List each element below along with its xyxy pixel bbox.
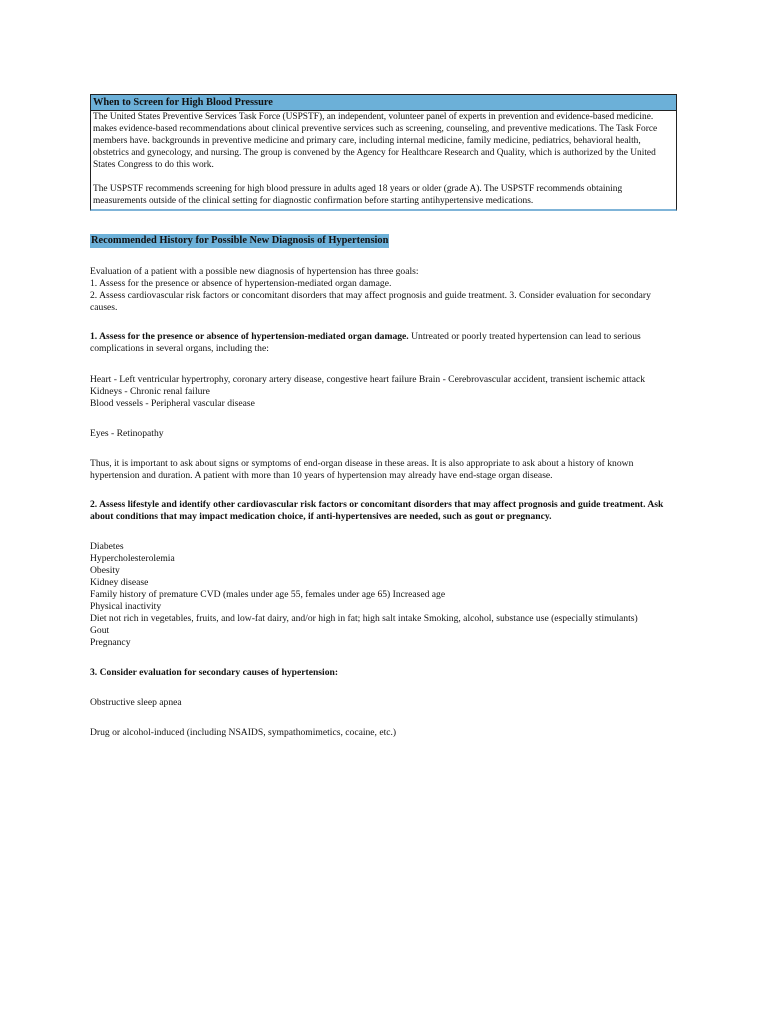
intro-goal-2-3: 2. Assess cardiovascular risk factors or concomitant disorders that may affect prognosis and guide treatment. 3. Consider evaluation for secondary causes. [90,290,651,313]
intro-line: Evaluation of a patient with a possible new diagnosis of hypertension has three goals: [90,266,419,277]
risk-factor-list [90,541,690,649]
screening-box-title: When to Screen for High Blood Pressure [91,95,676,111]
step-3-block [90,667,680,679]
secondary-cause-sleep-apnea: Obstructive sleep apnea [90,697,182,708]
organ-kidneys: Kidneys - Chronic renal failure [90,386,210,397]
thus-block [90,458,680,482]
step-1-paragraph [90,331,680,355]
secondary-cause-2-block [90,727,680,739]
uspstf-recommendation-paragraph: The USPSTF recommends screening for high blood pressure in adults aged 18 years or older (grade A). The USPSTF recommends obtaining measurements outside of the clinical setting for diagnostic confirmation before starting antihypertensive medications. [93,184,623,206]
list-item: Hypercholesterolemia [90,553,175,564]
organ-blood-vessels: Blood vessels - Peripheral vascular disease [90,398,255,409]
intro-goal-1: 1. Assess for the presence or absence of hypertension-mediated organ damage. [90,278,392,289]
history-section-heading: Recommended History for Possible New Diagnosis of Hypertension [91,235,389,246]
list-item: Family history of premature CVD (males under age 55, females under age 65) Increased age [90,589,446,600]
screening-info-box [90,94,677,211]
uspstf-description-paragraph: The United States Preventive Services Task Force (USPSTF), an independent, volunteer panel of experts in prevention and evidence-based medicine. makes evidence-based recommendations about clinical preventive services such as screening, counseling, and preventive medications. The Task Force members have. backgrounds in preventive medicine and primary care, including internal medicine, family medicine, pediatrics, behavioral health, obstetrics and gynecology, and nursing. The group is convened by the Agency for Healthcare Research and Quality, which is authorized by the United States Congress to do this work. [93,112,658,170]
list-item: Obesity [90,565,120,576]
organ-eyes: Eyes - Retinopathy [90,428,164,439]
screening-box-body [91,111,676,209]
list-item: Pregnancy [90,637,131,648]
list-item: Diabetes [90,541,124,552]
organ-heart-brain: Heart - Left ventricular hypertrophy, coronary artery disease, congestive heart failure Brain - Cerebrovascular accident, transient ischemic attack [90,374,646,385]
list-item: Physical inactivity [90,601,162,612]
eyes-block [90,428,680,440]
step-2-heading: 2. Assess lifestyle and identify other cardiovascular risk factors or concomitant disorders that may affect prognosis and guide treatment. Ask about conditions that may impact medication choice, if anti-hypertensives are needed, such as gout or pregnancy. [90,499,664,522]
end-organ-paragraph: Thus, it is important to ask about signs or symptoms of end-organ disease in these areas. It is also appropriate to ask about a history of known hypertension and duration. A patient with more than 10 years of hypertension may already have end-stage organ disease. [90,458,634,481]
list-item: Diet not rich in vegetables, fruits, and low-fat dairy, and/or high in fat; high salt intake Smoking, alcohol, substance use (especially stimulants) [90,613,638,624]
list-item: Gout [90,625,110,636]
organs-block [90,374,690,410]
step-1-text: Untreated or poorly treated hypertension can lead to serious complications in several organs, including the: [90,331,641,354]
secondary-cause-drug-induced: Drug or alcohol-induced (including NSAIDS, sympathomimetics, cocaine, etc.) [90,727,397,738]
step-3-heading: 3. Consider evaluation for secondary causes of hypertension: [90,667,339,678]
step-1-block [90,331,680,355]
step-2-block [90,499,680,523]
step-1-heading: 1. Assess for the presence or absence of hypertension-mediated organ damage. [90,331,409,342]
secondary-cause-1-block [90,697,680,709]
list-item: Kidney disease [90,577,149,588]
risk-factors-block [90,541,690,649]
intro-block [90,266,680,314]
